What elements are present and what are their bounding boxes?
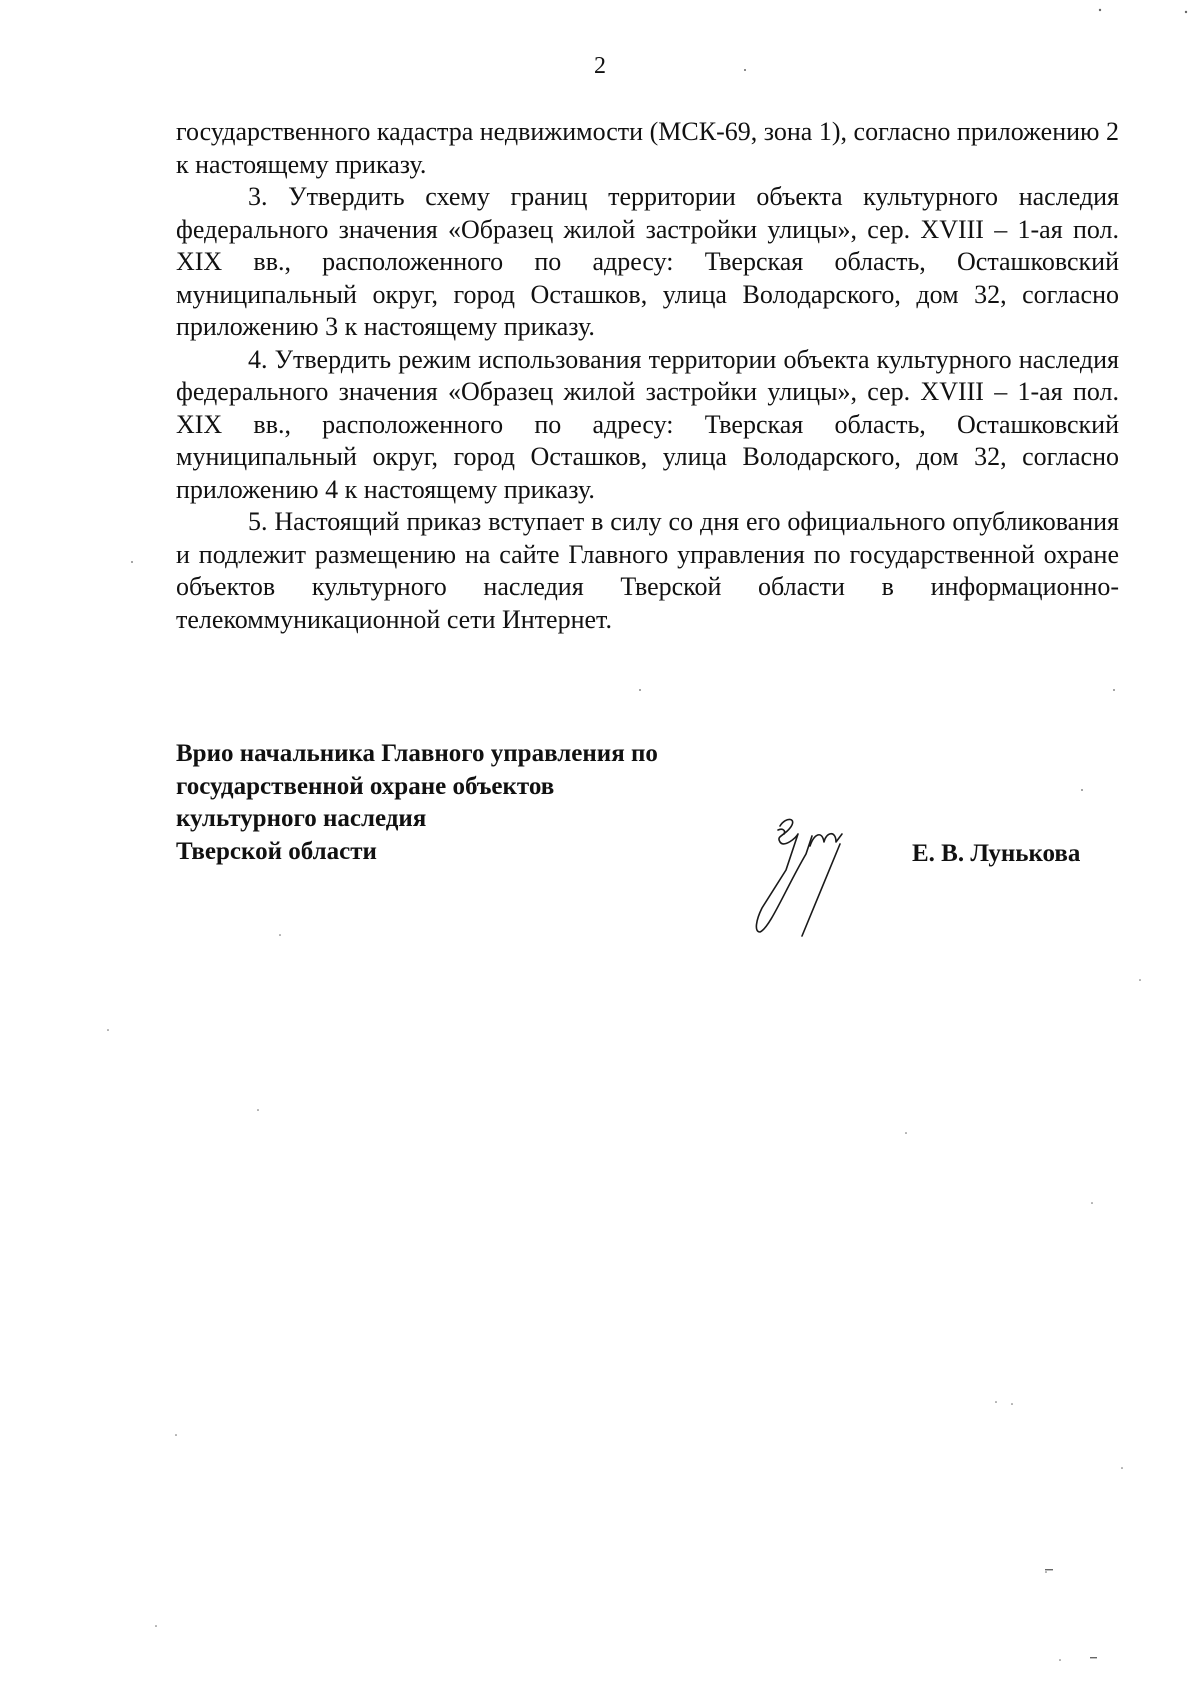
signoff-title-line: государственной охране объектов [176,772,555,800]
paragraph-item-4: 4. Утвердить режим использования территории объекта культурного наследия федерального значения «Образец жилой застройки улицы», сер. XVIII – 1-ая пол. XIX вв., расположенного по адресу: Тверская область, Осташковский муниципальный округ, город Осташков, улица Володарского, дом 32, согласно приложению 4 к настоящему приказу. [176,344,1119,504]
signer-name: Е. В. Лунькова [912,840,1081,867]
paragraph-continuation: государственного кадастра недвижимости (МСК-69, зона 1), согласно приложению 2 к настоящему приказу. [176,117,1119,179]
signoff-title-line: Тверской области [176,837,377,865]
paragraph-item-5: 5. Настоящий приказ вступает в силу со дня его официального опубликования и подлежит размещению на сайте Главного управления по государственной охране объектов культурного наследия Тверской области в информационно-телекоммуникационной сети Интернет. [176,507,1119,634]
page-number: 2 [594,53,606,79]
signoff-title-line: Врио начальника Главного управления по [176,740,658,767]
paragraph-item-3: 3. Утвердить схему границ территории объекта культурного наследия федерального значения «Образец жилой застройки улицы», сер. XVIII – 1-ая пол. XIX вв., расположенного по адресу: Тверская область, Осташковский муниципальный округ, город Осташков, улица Володарского, дом 32, согласно приложению 3 к настоящему приказу. [176,182,1119,341]
signoff-title-line: культурного наследия [176,805,427,832]
